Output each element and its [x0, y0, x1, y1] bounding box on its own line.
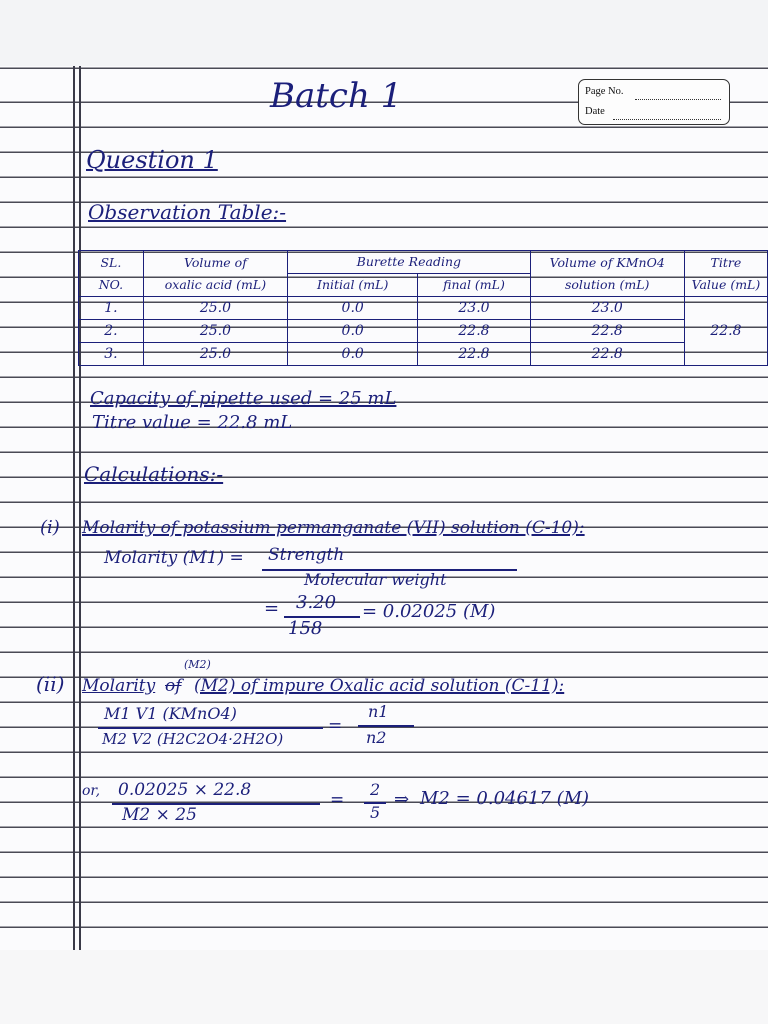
- batch-title: Batch 1: [270, 76, 403, 116]
- equation-denominator: M2 V2 (H2C2O4·2H2O): [102, 730, 284, 748]
- header-sl: [79, 251, 144, 297]
- page-no-label: Page No.: [585, 86, 624, 97]
- date-dots: [613, 119, 721, 120]
- cell-kmno4: 22.8: [530, 343, 684, 366]
- table-row: [79, 297, 768, 320]
- table-header-row: [79, 251, 768, 274]
- page-bottom-blank: [0, 950, 768, 1024]
- cell-sl: 1.: [79, 297, 144, 320]
- observation-table: [78, 250, 768, 366]
- or-label: or,: [82, 783, 101, 799]
- ratio-numerator: n1: [368, 702, 389, 721]
- margin-line-right: [79, 66, 81, 950]
- header-burette: Burette Reading: [288, 251, 531, 274]
- cell-initial: 0.0: [288, 320, 418, 343]
- equation-numerator: M1 V1 (KMnO4): [104, 704, 237, 723]
- value-numerator: 3.20: [296, 592, 337, 613]
- header-initial: Initial (mL): [288, 274, 418, 297]
- part-ii-title-post: (M2) of impure Oxalic acid solution (C-11):: [194, 676, 565, 696]
- part-ii-struck-word: of: [165, 676, 182, 696]
- formula-numerator: Strength: [268, 545, 345, 565]
- header-sl-line2: NO.: [98, 276, 124, 292]
- cell-initial: 0.0: [288, 297, 418, 320]
- cell-sl: 2.: [79, 320, 144, 343]
- value-denominator: 158: [288, 618, 323, 639]
- stoich-denominator: 5: [370, 803, 381, 822]
- stoich-numerator: 2: [370, 780, 381, 799]
- part-ii-title-pre: Molarity: [82, 676, 156, 696]
- cell-final: 22.8: [418, 343, 530, 366]
- molarity-result-i: = 0.02025 (M): [362, 601, 496, 622]
- cell-final: 23.0: [418, 297, 530, 320]
- date-label: Date: [585, 106, 605, 117]
- cell-oxalic: 25.0: [143, 320, 287, 343]
- cell-oxalic: 25.0: [143, 297, 287, 320]
- header-kmno4-line1: Volume of KMnO4: [549, 254, 665, 270]
- cell-oxalic: 25.0: [143, 343, 287, 366]
- table-row: [79, 320, 768, 343]
- pipette-capacity-line: Capacity of pipette used = 25 mL: [90, 388, 397, 409]
- part-i-title: Molarity of potassium permanganate (VII) solution (C-10):: [82, 518, 585, 538]
- margin-line-left: [73, 66, 75, 950]
- header-kmno4-line2: solution (mL): [564, 276, 650, 292]
- cell-titre-value: 22.8: [684, 297, 767, 366]
- cell-initial: 0.0: [288, 343, 418, 366]
- header-sl-line1: SL.: [100, 254, 122, 270]
- implies-arrow: ⇒: [394, 789, 410, 810]
- header-oxalic-line1: Volume of: [184, 254, 247, 270]
- page-no-dots: [635, 99, 721, 100]
- ratio-fraction-bar: [358, 725, 414, 727]
- equation-fraction-bar: [98, 727, 323, 729]
- header-kmno4: [530, 251, 684, 297]
- header-titre: [684, 251, 767, 297]
- part-i-label: (i): [40, 517, 60, 538]
- calc-numerator: 0.02025 × 22.8: [118, 780, 252, 800]
- molarity-result-ii: M2 = 0.04617 (M): [420, 788, 590, 809]
- part-ii-superscript-note: (M2): [184, 658, 211, 671]
- cell-final: 22.8: [418, 320, 530, 343]
- header-titre-line1: Titre: [710, 254, 742, 270]
- cell-sl: 3.: [79, 343, 144, 366]
- header-titre-line2: Value (mL): [691, 276, 761, 292]
- value-eq-prefix: =: [264, 598, 280, 619]
- question-heading: Question 1: [86, 146, 218, 174]
- notebook-page: [0, 66, 768, 950]
- cell-kmno4: 23.0: [530, 297, 684, 320]
- header-oxalic-line2: oxalic acid (mL): [164, 276, 267, 292]
- ratio-denominator: n2: [366, 728, 387, 747]
- molarity-formula-lhs: Molarity (M1) =: [104, 548, 244, 568]
- calc-equals: =: [330, 790, 345, 810]
- formula-denominator: Molecular weight: [304, 570, 447, 589]
- calc-denominator: M2 × 25: [122, 805, 197, 825]
- part-ii-label: (ii): [36, 672, 65, 696]
- calculations-heading: Calculations:-: [84, 462, 224, 486]
- observation-heading: Observation Table:-: [88, 200, 287, 224]
- cell-kmno4: 22.8: [530, 320, 684, 343]
- equation-equals: =: [328, 716, 343, 736]
- header-oxalic: [143, 251, 287, 297]
- titre-value-line: Titre value = 22.8 mL: [92, 412, 293, 433]
- table-row: [79, 343, 768, 366]
- page-info-box: [578, 79, 730, 125]
- header-final: final (mL): [418, 274, 530, 297]
